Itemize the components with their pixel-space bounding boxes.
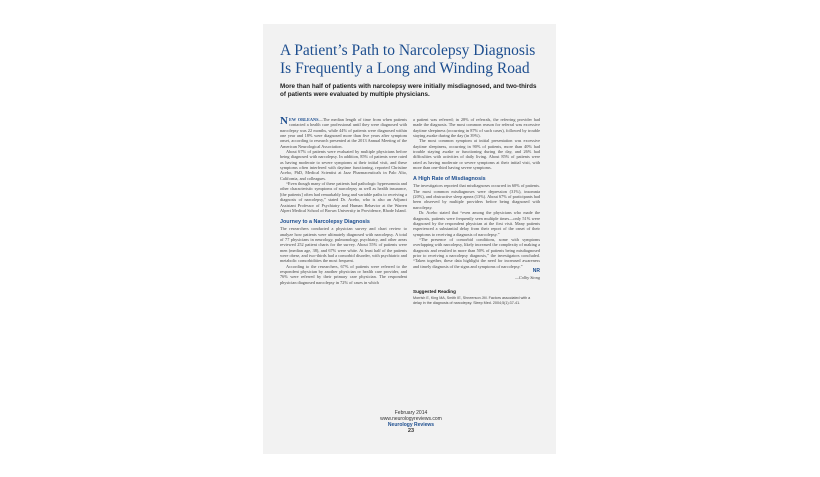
body-paragraph: Dr. Acebo stated that “even among the physicians who made the diagnosis, patients were frequently seen multiple times—only 51% were diagnosed by the respondent physician at the first visit. Many patients experienced a substantial delay from their report of the onset of their symptoms to receiving a diagnosis of narcolepsy.”: [413, 210, 540, 237]
body-paragraph: “The presence of comorbid conditions, some with symptoms overlapping with narcolepsy, likely increased the complexity of making a diagnosis and resulted in more than 50% of patients being misdiagnosed prior to receiving a narcolepsy diagnosis,” the investigators concluded. “Taken together, these data highlight the need for increased awareness and timely diagnosis of the signs and symptoms of narcolepsy.”: [413, 236, 540, 269]
nr-end-mark: NR: [532, 267, 540, 274]
body-paragraph: a patient was referred; in 28% of referrals, the referring provider had made the diagnosis. The most common reason for referral was excessive daytime sleepiness (occurring in 87% of such cases), followed by trouble staying awake during the day (in 39%).: [413, 117, 540, 139]
body-paragraph: The researchers conducted a physician survey and chart review to analyze how patients were ultimately diagnosed with narcolepsy. A total of 77 physicians in neurology, pulmonology, psychiatry, and other areas reviewed 252 patient charts for the survey. About 55% of patients were men (median age, 38), and 67% were white. At least half of the patients were obese, and two-thirds had a comorbid disorder, with psychiatric and metabolic comorbidities the most frequent.: [280, 226, 407, 264]
page-number: 23: [407, 428, 415, 434]
lead-paragraph: [280, 117, 407, 149]
body-paragraph: The investigators reported that misdiagnoses occurred in 60% of patients. The most common misdiagnoses were depression (31%), insomnia (20%), and obstructive sleep apnea (13%). About 67% of participants had been observed by multiple providers before being diagnosed with narcolepsy.: [413, 183, 540, 210]
body-paragraph: About 67% of patients were evaluated by multiple physicians before being diagnosed with narcolepsy. In addition, 85% of patients were rated as having moderate to severe symptoms at their initial visit, and these symptoms often interfered with daytime functioning, reported Christine Acebo, PhD, Medical Scientist at Jazz Pharmaceuticals in Palo Alto, California, and colleagues.: [280, 149, 407, 181]
dateline: EW ORLEANS: [288, 117, 319, 122]
section-heading-journey: Journey to a Narcolepsy Diagnosis: [280, 219, 370, 226]
body-paragraph: The most common symptom at initial presentation was excessive daytime sleepiness, occurring in 90% of patients, more than 40% had trouble staying awake or functioning during the day, and 26% had difficulties with activities of daily living. About 85% of patients were rated as having moderate or severe symptoms at their initial visit, with more than one-third having severe symptoms.: [413, 138, 540, 171]
suggested-reading-heading: Suggested Reading: [413, 288, 456, 294]
right-column: [413, 117, 540, 305]
byline: —Colby Stong: [515, 275, 540, 281]
section-heading-misdiagnosis: A High Rate of Misdiagnosis: [413, 176, 486, 183]
left-column: [280, 117, 407, 285]
page-footer: [280, 410, 542, 434]
suggested-reading-citation: Morrish E, King MA, Smith IE, Shneerson JM. Factors associated with a delay in the diagnosis of narcolepsy. Sleep Med. 2004;5(1):37-41.: [413, 295, 531, 305]
issue-date: February 2014: [394, 410, 428, 416]
article-subtitle: More than half of patients with narcolepsy were initially misdiagnosed, and two-thirds of patients were evaluated by multiple physicians.: [280, 83, 537, 98]
website-link: www.neurologyreviews.com: [380, 416, 442, 422]
article-title: A Patient’s Path to Narcolepsy Diagnosis Is Frequently a Long and Winding Road: [280, 42, 536, 77]
body-paragraph: According to the researchers, 67% of patients were referred to the respondent physician by another physician or health care provider, and 76% were referred by their primary care physician. The respondent physician diagnosed narcolepsy in 72% of cases in which: [280, 263, 407, 285]
journal-name: Neurology Reviews: [387, 422, 435, 428]
drop-cap: N: [280, 115, 288, 127]
body-paragraph: “Even though many of these patients had pathologic hypersomnia and other characteristic symptoms of narcolepsy as well as health insurance, [the patients] often had remarkably long and variable paths to receiving a diagnosis of narcolepsy,” stated Dr. Acebo, who is also an Adjunct Assistant Professor of Psychiatry and Human Behavior at the Warren Alpert Medical School of Brown University in Providence, Rhode Island.: [280, 181, 407, 213]
lead-text: —The median length of time from when patients contacted a health care professional until they were diagnosed with narcolepsy was 22 months, while 44% of patients were diagnosed within one year and 18% were diagnosed more than five years after symptom onset, according to research presented at the 2013 Annual Meeting of the American Neurological Association.: [280, 117, 408, 149]
